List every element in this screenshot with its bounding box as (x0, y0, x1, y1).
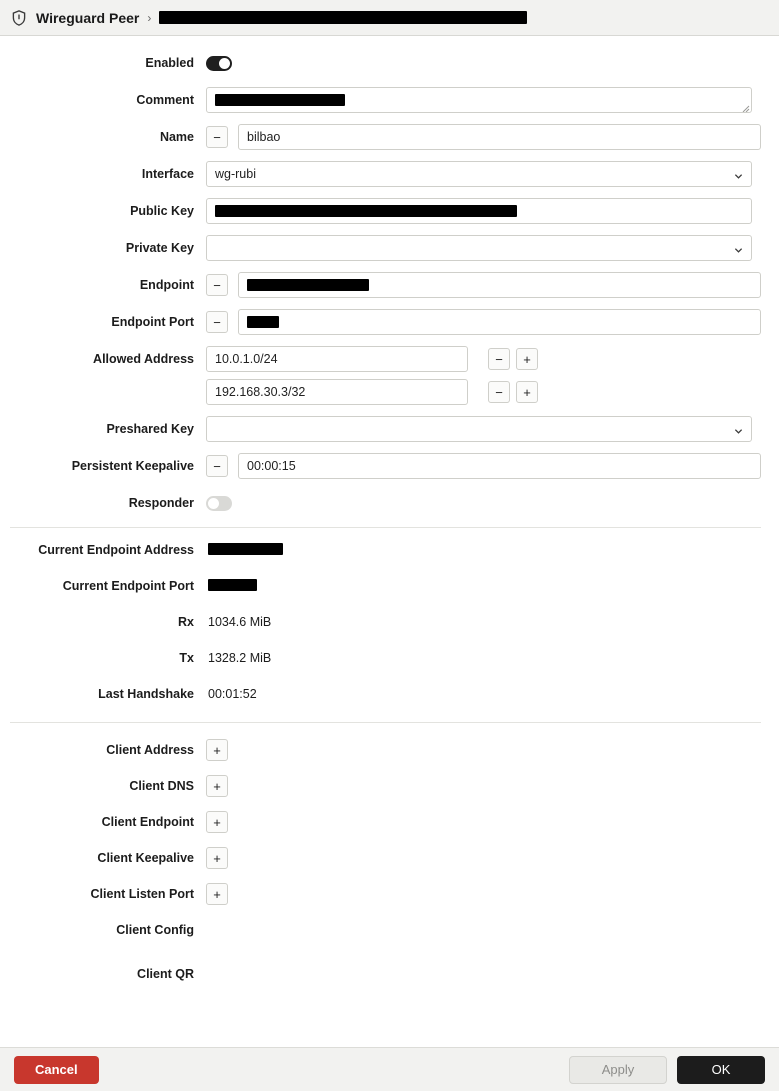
allowed-address-plus-button-2[interactable]: + (516, 381, 538, 403)
label-endpoint-port: Endpoint Port (111, 315, 194, 329)
chevron-down-icon (734, 425, 743, 434)
enabled-toggle[interactable] (206, 56, 232, 71)
allowed-address-minus-button-1[interactable]: − (488, 348, 510, 370)
peer-id-redacted (159, 11, 527, 24)
label-current-endpoint-address: Current Endpoint Address (38, 543, 194, 557)
client-address-add-button[interactable]: + (206, 739, 228, 761)
private-key-select[interactable] (206, 235, 752, 261)
label-client-keepalive: Client Keepalive (97, 851, 194, 865)
row-endpoint (0, 272, 779, 298)
name-minus-button[interactable]: − (206, 126, 228, 148)
endpoint-redacted-value (247, 279, 369, 291)
row-allowed-address-1 (0, 346, 779, 372)
client-listen-port-add-button[interactable]: + (206, 883, 228, 905)
tx-value: 1328.2 MiB (208, 651, 272, 665)
label-persistent-keepalive: Persistent Keepalive (71, 459, 194, 473)
label-interface: Interface (141, 167, 194, 181)
row-persistent-keepalive (0, 453, 779, 479)
stat-current-endpoint-port (0, 578, 779, 594)
row-allowed-address-2 (0, 379, 779, 405)
cancel-button[interactable]: Cancel (14, 1056, 99, 1084)
page-title: Wireguard Peer (36, 9, 140, 26)
stat-current-endpoint-address (0, 542, 779, 558)
label-responder: Responder (128, 496, 194, 510)
client-keepalive-add-button[interactable]: + (206, 847, 228, 869)
persistent-keepalive-input[interactable]: 00:00:15 (238, 453, 761, 479)
label-preshared-key: Preshared Key (106, 422, 194, 436)
ok-button[interactable]: OK (677, 1056, 765, 1084)
label-rx: Rx (178, 615, 194, 629)
responder-toggle[interactable] (206, 496, 232, 511)
comment-redacted-value (215, 94, 345, 106)
row-client-dns (0, 775, 779, 797)
row-client-listen-port (0, 883, 779, 905)
label-name: Name (159, 130, 194, 144)
row-responder (0, 490, 779, 516)
row-client-address (0, 739, 779, 761)
row-client-endpoint (0, 811, 779, 833)
row-client-keepalive (0, 847, 779, 869)
apply-button[interactable]: Apply (569, 1056, 667, 1084)
section-divider-client (10, 722, 761, 723)
stat-tx (0, 650, 779, 666)
endpoint-port-minus-button[interactable]: − (206, 311, 228, 333)
label-client-endpoint: Client Endpoint (101, 815, 194, 829)
persistent-keepalive-minus-button[interactable]: − (206, 455, 228, 477)
current-endpoint-address-redacted-value (208, 543, 283, 555)
label-enabled: Enabled (145, 56, 194, 70)
label-client-address: Client Address (106, 743, 194, 757)
chevron-down-icon (734, 244, 743, 253)
current-endpoint-port-redacted-value (208, 579, 257, 591)
label-last-handshake: Last Handshake (98, 687, 194, 701)
form-content (0, 36, 779, 1047)
chevron-down-icon (734, 170, 743, 179)
breadcrumb-separator: › (147, 10, 152, 25)
label-endpoint: Endpoint (139, 278, 194, 292)
resize-grip-icon[interactable] (740, 101, 750, 111)
row-client-qr (0, 963, 779, 985)
label-allowed-address: Allowed Address (93, 352, 194, 366)
row-public-key (0, 198, 779, 224)
row-endpoint-port (0, 309, 779, 335)
label-private-key: Private Key (125, 241, 194, 255)
preshared-key-select[interactable] (206, 416, 752, 442)
label-comment: Comment (136, 93, 194, 107)
interface-selected-value: wg-rubi (215, 167, 256, 181)
endpoint-port-redacted-value (247, 316, 279, 328)
last-handshake-value: 00:01:52 (208, 687, 257, 701)
label-client-config: Client Config (116, 923, 194, 937)
label-client-dns: Client DNS (129, 779, 194, 793)
allowed-address-input-1[interactable]: 10.0.1.0/24 (206, 346, 468, 372)
endpoint-input[interactable] (238, 272, 761, 298)
endpoint-port-input[interactable] (238, 309, 761, 335)
section-divider-stats (10, 527, 761, 528)
public-key-input[interactable] (206, 198, 752, 224)
label-public-key: Public Key (130, 204, 194, 218)
stat-last-handshake (0, 686, 779, 702)
allowed-address-input-2[interactable]: 192.168.30.3/32 (206, 379, 468, 405)
row-name (0, 124, 779, 150)
endpoint-minus-button[interactable]: − (206, 274, 228, 296)
client-dns-add-button[interactable]: + (206, 775, 228, 797)
row-comment (0, 87, 779, 113)
stat-rx (0, 614, 779, 630)
row-enabled (0, 50, 779, 76)
allowed-address-plus-button-1[interactable]: + (516, 348, 538, 370)
label-client-qr: Client QR (137, 967, 194, 981)
dialog-footer (0, 1047, 779, 1091)
allowed-address-minus-button-2[interactable]: − (488, 381, 510, 403)
interface-select[interactable] (206, 161, 752, 187)
row-interface (0, 161, 779, 187)
row-private-key (0, 235, 779, 261)
public-key-redacted-value (215, 205, 517, 217)
name-input[interactable]: bilbao (238, 124, 761, 150)
row-client-config (0, 919, 779, 941)
label-current-endpoint-port: Current Endpoint Port (62, 579, 194, 593)
client-endpoint-add-button[interactable]: + (206, 811, 228, 833)
titlebar (0, 0, 779, 36)
label-tx: Tx (179, 651, 194, 665)
label-client-listen-port: Client Listen Port (90, 887, 194, 901)
row-preshared-key (0, 416, 779, 442)
shield-icon (10, 9, 28, 27)
rx-value: 1034.6 MiB (208, 615, 272, 629)
comment-textarea[interactable] (206, 87, 752, 113)
